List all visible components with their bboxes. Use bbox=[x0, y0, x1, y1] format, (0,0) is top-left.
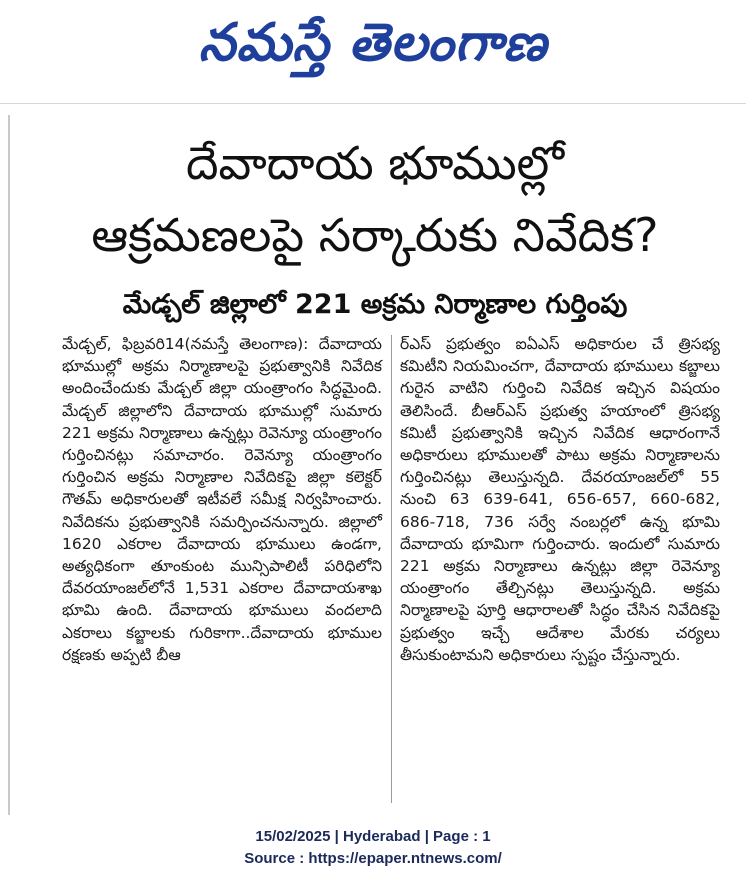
newspaper-logo: నమస్తే తెలంగాణ bbox=[198, 12, 548, 73]
headline-line-1: దేవాదాయ భూముల్లో bbox=[185, 136, 565, 190]
headline bbox=[10, 127, 740, 271]
masthead bbox=[0, 0, 746, 104]
source-link[interactable]: Source : https://epaper.ntnews.com/ bbox=[244, 850, 502, 867]
article-paragraph: మేడ్చల్, ఫిబ్రవరి14(నమస్తే తెలంగాణ): దేవాదాయ భూముల్లో అక్రమ నిర్మాణాలపై ప్రభుత్వానికి నివేదిక అందించేందుకు మేడ్చల్ జిల్లా యంత్రాంగం సిద్ధమైంది. మేడ్చల్ జిల్లాలోని దేవాదాయ భూముల్లో సుమారు 221 అక్రమ నిర్మాణాలు ఉన్నట్లు రెవెన్యూ యంత్రాంగం గుర్తించినట్లు సమాచారం. రెవెన్యూ యంత్రాంగం గుర్తించిన అక్రమ నిర్మాణాల నివేదికపై జిల్లా కలెక్టర్ గౌతమ్ అధికారులతో ఇటీవలే సమీక్ష నిర్వహించారు. నివేదికను ప్రభుత్వానికి సమర్పించనున్నారు. జిల్లాలో 1620 ఎకరాల దేవాదాయ భూములు ఉండగా, అత్యధికంగా తూంకుంట మున్సిపాలిటీ పరిధిలోని దేవరయాంజల్‌లోనే 1,531 ఎకరాల దేవాదాయశాఖ భూమి ఉంది. దేవాదాయ భూములు వందలాది ఎకరాలు కబ్జాలకు గురికాగా..దేవాదాయ భూముల రక్షణకు అప్పటి బీఆ bbox=[62, 335, 382, 664]
sub-headline: మేడ్చల్ జిల్లాలో 221 అక్రమ నిర్మాణాల గుర్తింపు bbox=[122, 289, 628, 320]
article-column-right bbox=[400, 333, 720, 666]
article-clipping bbox=[8, 115, 738, 815]
column-divider bbox=[391, 335, 392, 803]
article-column-left bbox=[62, 333, 382, 666]
masthead-divider bbox=[0, 103, 746, 104]
page-footer bbox=[0, 826, 746, 870]
article-paragraph: ర్‌ఎస్ ప్రభుత్వం ఐఏఎస్ అధికారుల చే త్రిసభ్య కమిటీని నియమించగా, దేవాదాయ భూములు కబ్జాలు గురైన వాటిని గుర్తించి నివేదిక ఇచ్చిన విషయం తెలిసిందే. బీఆర్‌ఎస్ ప్రభుత్వ హయాంలో త్రిసభ్య కమిటీ ప్రభుత్వానికి ఇచ్చిన నివేదిక ఆధారంగానే అధికారులు భూములతో పాటు అక్రమ నిర్మాణాలను గుర్తించినట్లు తెలుస్తున్నది. దేవరయాంజల్‌లో 55 నుంచి 63 639-641, 656-657, 660-682, 686-718, 736 సర్వే నంబర్లలో ఉన్న భూమి దేవాదాయ భూమిగా గుర్తించారు. ఇందులో సుమారు 221 అక్రమ నిర్మాణాలు ఉన్నట్లు జిల్లా రెవెన్యూ యంత్రాంగం తేల్చినట్లు తెలుస్తున్నది. అక్రమ నిర్మాణాలపై పూర్తి ఆధారాలతో సిద్ధం చేసిన నివేదికపై ప్రభుత్వం ఇచ్చే ఆదేశాల మేరకు చర్యలు తీసుకుంటామని అధికారులు స్పష్టం చేస్తున్నారు. bbox=[400, 335, 720, 664]
headline-line-2: ఆక్రమణలపై సర్కారుకు నివేదిక? bbox=[91, 208, 659, 262]
edition-info: 15/02/2025 | Hyderabad | Page : 1 bbox=[255, 828, 491, 845]
article-body bbox=[62, 333, 734, 813]
